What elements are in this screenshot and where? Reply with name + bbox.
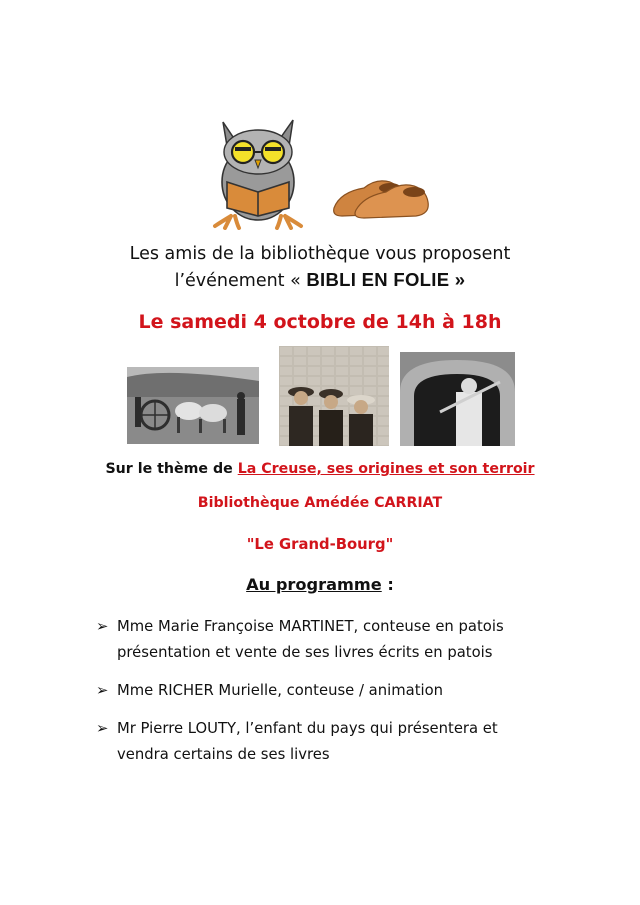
venue-name: Bibliothèque Amédée CARRIAT [197, 495, 443, 511]
intro-line-2-prefix: l’événement « [174, 271, 307, 291]
programme-heading-text: Au programme [246, 575, 382, 594]
theme-prefix: Sur le thème de [105, 461, 238, 477]
programme-heading-colon: : [381, 575, 394, 594]
intro-line-1: Les amis de la bibliothèque vous proposent [129, 244, 511, 264]
programme-item-line-2: vendra certains de ses livres [117, 746, 330, 763]
arrow-bullet-icon: ➢ [96, 618, 109, 635]
intro-line-2-suffix: » [449, 269, 466, 290]
programme-item [96, 678, 616, 704]
photo-old-man-stone-arch [400, 352, 515, 446]
programme-heading [0, 575, 640, 594]
intro-text [0, 242, 640, 294]
programme-item-line-1: Mme Marie Françoise MARTINET, conteuse en patois [117, 618, 504, 635]
programme-item [96, 614, 616, 666]
event-date: Le samedi 4 octobre de 14h à 18h [138, 311, 502, 333]
arrow-bullet-icon: ➢ [96, 720, 109, 737]
event-name: BIBLI EN FOLIE [306, 269, 450, 290]
programme-item-line-2: présentation et vente de ses livres écrits en patois [117, 644, 493, 661]
theme-line [0, 461, 640, 477]
owl-reading-book-illustration [205, 112, 311, 230]
photo-three-people [279, 346, 389, 446]
intro-line-2 [0, 267, 640, 294]
wooden-clogs-illustration [330, 170, 434, 220]
theme-highlight: La Creuse, ses origines et son terroir [237, 461, 535, 477]
programme-item-line-1: Mme RICHER Murielle, conteuse / animation [117, 682, 444, 699]
programme-item [96, 716, 616, 768]
programme-item-line-1: Mr Pierre LOUTY, l’enfant du pays qui présentera et [117, 720, 498, 737]
photo-ox-cart [127, 367, 259, 444]
venue-place: "Le Grand-Bourg" [246, 536, 394, 553]
arrow-bullet-icon: ➢ [96, 682, 109, 699]
